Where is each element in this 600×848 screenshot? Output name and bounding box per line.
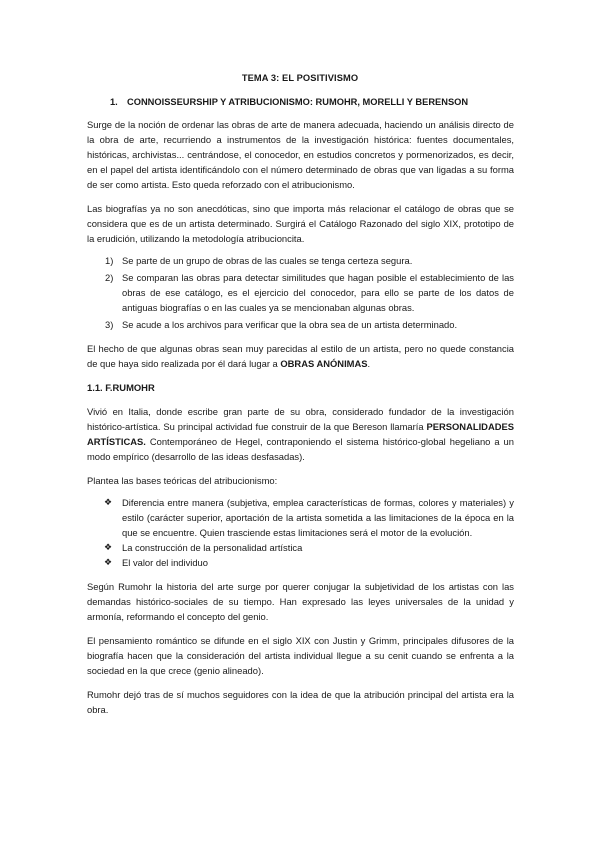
section-1-number: 1.: [110, 97, 118, 107]
list-marker: 1): [105, 255, 114, 266]
section-1-paragraph-1: Surge de la noción de ordenar las obras de arte de manera adecuada, haciendo un análisis directo de la obra de arte, recurriendo a instrumentos de la investigación histórica: fuentes documentales, históricas, archivistas... centrándose, el conocedor, en estudios concretos y pormenorizados, es decir, en el papel del artista identificándolo con el número determinado de obras que van ligadas a su forma de ser como artista. Esto queda reforzado con el atribucionismo.: [87, 119, 514, 190]
section-1-heading: [110, 95, 468, 110]
diamond-bullet-icon: ❖: [104, 557, 113, 567]
list-item-text: El valor del individuo: [122, 557, 208, 568]
list-item: [87, 317, 514, 332]
document-title: TEMA 3: EL POSITIVISMO: [241, 73, 359, 83]
theory-bullet-list: [87, 495, 514, 570]
list-item-text: Se comparan las obras para detectar similitudes que hagan posible el establecimiento de las obras de ese catálogo, es el ejercicio del conocedor, para ello se parte de los datos de antiguas biografías o en las cuales ya se mencionaban algunas obras.: [122, 272, 514, 313]
paragraph-text-end: Contemporáneo de Hegel, contraponiendo el sistema histórico-global hegeliano a un modo empírico (desarrollo de las ideas desfasadas).: [87, 436, 514, 462]
section-1-1-paragraph-2: Plantea las bases teóricas del atribucionismo:: [87, 475, 278, 486]
diamond-bullet-icon: ❖: [104, 497, 113, 507]
list-item-text: La construcción de la personalidad artística: [122, 542, 303, 553]
diamond-bullet-icon: ❖: [104, 542, 113, 552]
bold-term: PERSONALIDADES ARTÍSTICAS.: [87, 421, 514, 447]
atribution-steps-list: [87, 253, 514, 332]
document-body: [87, 117, 514, 717]
list-marker: 3): [105, 319, 114, 330]
list-item: [87, 495, 514, 540]
list-item: [87, 270, 514, 315]
list-item: [87, 253, 514, 268]
list-item-text: Se acude a los archivos para verificar que la obra sea de un artista determinado.: [122, 319, 458, 330]
list-item-text: Se parte de un grupo de obras de las cuales se tenga certeza segura.: [122, 255, 413, 266]
section-1-1-paragraph-5: Rumohr dejó tras de sí muchos seguidores con la idea de que la atribución principal del artista era la obra.: [87, 689, 514, 715]
paragraph-text-end: .: [367, 358, 371, 369]
section-1-paragraph-3: [87, 341, 514, 371]
paragraph-text: Vivió en Italia, donde escribe gran parte de su obra, considerado fundador de la investigación histórico-artística. Su principal actividad fue construir de la que Bereson llamaría: [87, 406, 514, 432]
section-1-1-paragraph-4: El pensamiento romántico se difunde en el siglo XIX con Justin y Grimm, principales difusores de la biografía hacen que la consideración del artista individual llegue a su cenit cuando se enfrenta a la sociedad en la que crece (genio alineado).: [87, 635, 514, 676]
list-item-text: Diferencia entre manera (subjetiva, emplea características de formas, colores y materiales) y estilo (carácter superior, aportación de la artista sometida a las limitaciones de la época en la que se encuentre. Quien trasciende estas limitaciones será el motor de la evolución.: [122, 497, 514, 538]
list-item: [87, 540, 514, 555]
section-1-1-heading: 1.1. F.RUMOHR: [87, 382, 155, 393]
paragraph-text: El hecho de que algunas obras sean muy parecidas al estilo de un artista, pero no quede constancia de que haya sido realizada por él dará lugar a: [87, 343, 514, 369]
section-1-paragraph-2: Las biografías ya no son anecdóticas, sino que importa más relacionar el catálogo de obras que se considera que es de un artista determinado. Surgirá el Catálogo Razonado del siglo XIX, prototipo de la erudición, utilizando la metodología atribucioncita.: [87, 203, 514, 244]
list-item: [87, 555, 514, 570]
section-1-heading-text: CONNOISSEURSHIP Y ATRIBUCIONISMO: RUMOHR, MORELLI Y BERENSON: [127, 97, 469, 107]
section-1-1-paragraph-1: [87, 404, 514, 464]
section-1-1-paragraph-3: Según Rumohr la historia del arte surge por querer conjugar la subjetividad de los artistas con las demandas histórico-sociales de su tiempo. Han expresado las leyes universales de la unidad y armonía, reformando el concepto del genio.: [87, 581, 514, 622]
list-marker: 2): [105, 272, 114, 283]
bold-term: OBRAS ANÓNIMAS: [280, 358, 368, 369]
